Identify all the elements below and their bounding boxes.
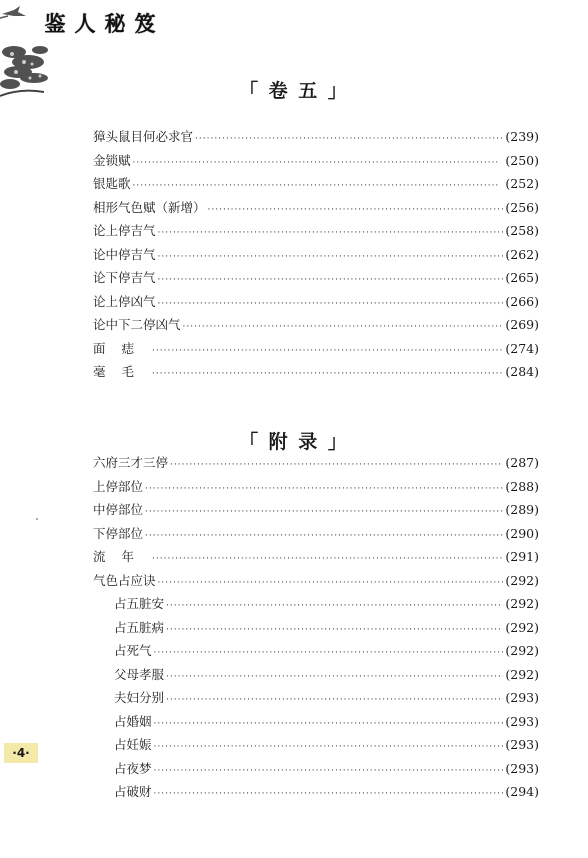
toc-entry-title: 夫妇分别 <box>114 690 165 705</box>
toc-entry-page: (250) <box>505 152 539 168</box>
leader-dots <box>158 293 504 317</box>
toc-entry-page: (288) <box>505 478 539 494</box>
book-title-char: 秘 <box>104 12 126 36</box>
leader-dots <box>166 689 503 713</box>
toc-entry[interactable] <box>93 149 539 173</box>
book-title-char: 鉴 <box>44 12 66 36</box>
toc-entry-page: (258) <box>505 223 539 238</box>
leader-dots <box>208 199 504 223</box>
toc-entry[interactable] <box>93 569 539 593</box>
toc-entry[interactable] <box>93 125 539 149</box>
toc-entry-page: (284) <box>505 364 539 379</box>
toc-entry-page: (256) <box>505 199 539 215</box>
leader-dots <box>154 783 504 807</box>
toc-entry-page: (266) <box>505 293 539 309</box>
toc-entry-page: (269) <box>505 317 539 332</box>
toc-entry-title: 论上停凶气 <box>93 293 156 309</box>
leader-dots <box>152 548 503 572</box>
toc-entry-page: (292) <box>505 666 539 682</box>
book-title-char: 笈 <box>134 12 156 36</box>
toc-entry-page: (293) <box>505 737 539 752</box>
toc-entry[interactable] <box>93 522 539 546</box>
toc-entry-page: (274) <box>505 340 539 356</box>
toc-subentry[interactable] <box>93 686 539 710</box>
toc-entry-page: (292) <box>505 596 539 611</box>
toc-entry[interactable] <box>93 172 539 196</box>
toc-subentry[interactable] <box>93 780 539 804</box>
toc-subentry[interactable] <box>93 639 539 663</box>
toc-subentry[interactable] <box>93 733 539 757</box>
toc-entry-title: 占婚姻 <box>114 713 152 729</box>
toc-entry-page: (293) <box>505 690 539 705</box>
toc-entry[interactable] <box>93 475 539 499</box>
toc-list-appendix <box>93 451 539 804</box>
leader-dots <box>158 572 504 596</box>
toc-entry-page: (292) <box>505 619 539 635</box>
toc-entry-title: 占妊娠 <box>114 737 152 752</box>
toc-subentry[interactable] <box>93 663 539 687</box>
toc-entry-title: 占五脏病 <box>114 619 165 635</box>
toc-entry[interactable] <box>93 545 539 569</box>
toc-entry-title: 银匙歌 <box>93 176 131 191</box>
toc-entry-title: 相形气色赋（新增） <box>93 199 206 215</box>
toc-entry[interactable] <box>93 451 539 475</box>
toc-entry[interactable] <box>93 313 539 337</box>
toc-entry-title: 占夜梦 <box>114 760 152 776</box>
leader-dots <box>154 713 504 737</box>
leader-dots <box>145 525 503 549</box>
leader-dots <box>195 128 503 152</box>
book-title-char: 人 <box>74 12 96 36</box>
toc-entry-title: 上停部位 <box>93 478 144 494</box>
toc-list-juan-wu <box>93 125 539 384</box>
leader-dots <box>152 340 503 364</box>
toc-entry-page: (265) <box>505 270 539 285</box>
toc-entry-page: (289) <box>505 502 539 517</box>
leader-dots <box>154 736 504 760</box>
section-title-juan-wu: 「 卷 五 」 <box>239 80 349 102</box>
toc-subentry[interactable] <box>93 616 539 640</box>
leader-dots <box>166 619 503 643</box>
toc-entry-page: (239) <box>505 129 539 144</box>
leader-dots <box>145 478 503 502</box>
toc-entry[interactable] <box>93 290 539 314</box>
leader-dots <box>166 666 503 690</box>
toc-entry-title: 论下停吉气 <box>93 270 156 285</box>
leader-dots <box>158 246 504 270</box>
toc-entry[interactable] <box>93 243 539 267</box>
toc-entry-title: 獐头鼠目何必求官 <box>93 129 194 144</box>
toc-entry-title: 中停部位 <box>93 502 144 517</box>
leader-dots <box>158 222 504 246</box>
toc-entry[interactable] <box>93 266 539 290</box>
toc-entry[interactable] <box>93 360 539 384</box>
toc-entry-page: (292) <box>505 643 539 658</box>
toc-entry-page: (252) <box>505 176 539 191</box>
leader-dots <box>183 316 504 340</box>
toc-entry-title: 金锁赋 <box>93 152 131 168</box>
leader-dots <box>170 454 503 478</box>
leader-dots <box>158 269 504 293</box>
page-number: ·4· <box>4 743 38 763</box>
toc-entry-title: 气色占应诀 <box>93 572 156 588</box>
toc-entry[interactable] <box>93 498 539 522</box>
toc-entry-title: 占五脏安 <box>114 596 165 611</box>
toc-entry-title: 父母孝服 <box>114 666 165 682</box>
toc-entry-title: 占破财 <box>114 784 152 799</box>
toc-entry-title: 流年 <box>93 549 151 564</box>
toc-entry[interactable] <box>93 219 539 243</box>
paper-speck <box>36 518 38 520</box>
leader-dots <box>152 363 503 387</box>
toc-entry[interactable] <box>93 337 539 361</box>
book-title <box>40 8 160 38</box>
toc-subentry[interactable] <box>93 592 539 616</box>
toc-entry-page: (262) <box>505 246 539 262</box>
toc-entry-title: 论中下二停凶气 <box>93 317 181 332</box>
toc-entry-title: 论中停吉气 <box>93 246 156 262</box>
leader-dots <box>145 501 503 525</box>
leader-dots <box>166 595 503 619</box>
toc-subentry[interactable] <box>93 710 539 734</box>
toc-entry-title: 下停部位 <box>93 525 144 541</box>
leader-dots <box>154 642 504 666</box>
toc-entry-title: 占死气 <box>114 643 152 658</box>
toc-entry-page: (294) <box>505 784 539 799</box>
toc-entry-title: 六府三才三停 <box>93 455 169 470</box>
toc-entry-title: 毫毛 <box>93 364 151 379</box>
toc-entry-page: (293) <box>505 713 539 729</box>
toc-entry-page: (290) <box>505 525 539 541</box>
toc-entry-page: (292) <box>505 572 539 588</box>
toc-entry-title: 论上停吉气 <box>93 223 156 238</box>
leader-dots <box>133 152 504 176</box>
toc-entry-title: 面痣 <box>93 340 151 356</box>
leader-dots <box>154 760 504 784</box>
toc-subentry[interactable] <box>93 757 539 781</box>
toc-entry-page: (293) <box>505 760 539 776</box>
toc-entry[interactable] <box>93 196 539 220</box>
toc-entry-page: (291) <box>505 549 539 564</box>
toc-entry-page: (287) <box>505 455 539 470</box>
section-title-appendix: 「 附 录 」 <box>239 431 349 453</box>
